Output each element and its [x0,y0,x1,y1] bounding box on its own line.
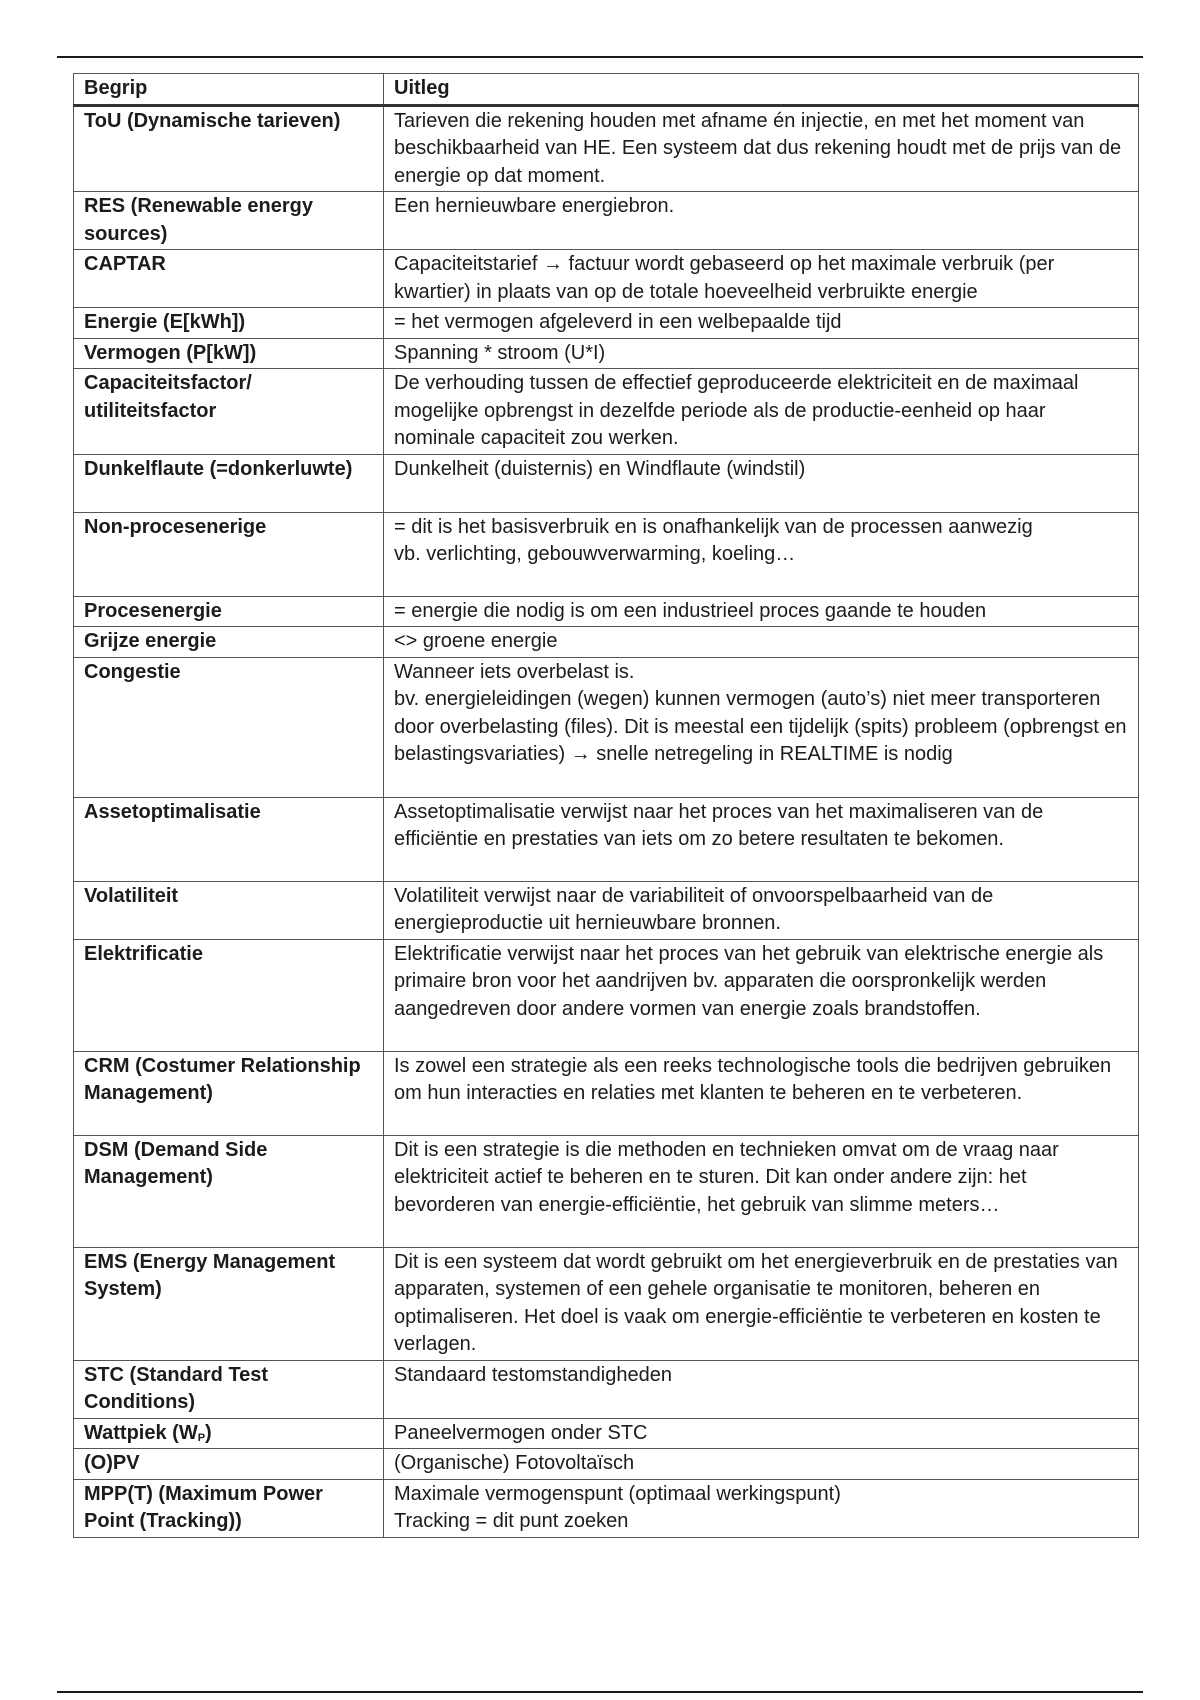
table-row [74,1418,1139,1449]
term-cell: Elektrificatie [74,939,384,1051]
explanation-cell: = dit is het basisverbruik en is onafhankelijk van de processen aanwezig vb. verlichting, gebouwverwarming, koeling… [384,512,1139,596]
table-row [74,939,1139,1051]
term-cell: Procesenergie [74,596,384,627]
explanation-cell: Dunkelheit (duisternis) en Windflaute (windstil) [384,454,1139,512]
explanation-cell: De verhouding tussen de effectief geproduceerde elektriciteit en de maximaal mogelijke opbrengst in dezelfde periode als de productie-eenheid op haar nominale capaciteit zou werken. [384,369,1139,455]
table-row [74,308,1139,339]
term-cell: Capaciteitsfactor/ utiliteitsfactor [74,369,384,455]
explanation-cell: Spanning * stroom (U*I) [384,338,1139,369]
table-row [74,192,1139,250]
explanation-cell: Standaard testomstandigheden [384,1360,1139,1418]
term-text-end: ) [205,1421,212,1444]
term-cell: Volatiliteit [74,881,384,939]
table-row [74,657,1139,797]
explanation-cell: Wanneer iets overbelast is. bv. energieleidingen (wegen) kunnen vermogen (auto’s) niet meer transporteren door overbelasting (files). Dit is meestal een tijdelijk (spits) probleem (opbrengst en belastingsvariaties) → snelle netregeling in REALTIME is nodig [384,657,1139,797]
term-text: Wattpiek (W [84,1421,198,1444]
explanation-cell: (Organische) Fotovoltaïsch [384,1449,1139,1480]
table-row [74,250,1139,308]
term-cell [74,1418,384,1449]
column-header-term: Begrip [74,74,384,106]
table-header-row [74,74,1139,106]
glossary-table [73,73,1139,1538]
table-row [74,1479,1139,1537]
table-row [74,627,1139,658]
table-row [74,1135,1139,1247]
explanation-cell: Maximale vermogenspunt (optimaal werkingspunt) Tracking = dit punt zoeken [384,1479,1139,1537]
term-cell: CRM (Costumer Relationship Management) [74,1051,384,1135]
explanation-cell: Volatiliteit verwijst naar de variabiliteit of onvoorspelbaarheid van de energieproductie uit hernieuwbare bronnen. [384,881,1139,939]
term-cell: Assetoptimalisatie [74,797,384,881]
term-cell: Non-procesenerige [74,512,384,596]
explanation-cell: Assetoptimalisatie verwijst naar het proces van het maximaliseren van de efficiëntie en prestaties van iets om zo betere resultaten te bekomen. [384,797,1139,881]
explanation-cell: <> groene energie [384,627,1139,658]
table-row [74,596,1139,627]
term-cell: EMS (Energy Management System) [74,1247,384,1360]
explanation-cell: Is zowel een strategie als een reeks technologische tools die bedrijven gebruiken om hun interacties en relaties met klanten te beheren en te verbeteren. [384,1051,1139,1135]
term-cell: RES (Renewable energy sources) [74,192,384,250]
table-row [74,369,1139,455]
explanation-cell: Capaciteitstarief → factuur wordt gebaseerd op het maximale verbruik (per kwartier) in plaats van op de totale hoeveelheid verbruikte energie [384,250,1139,308]
table-row [74,797,1139,881]
table-row [74,1449,1139,1480]
table-row [74,1051,1139,1135]
explanation-cell: Dit is een strategie is die methoden en technieken omvat om de vraag naar elektriciteit actief te beheren en te sturen. Dit kan onder andere zijn: het bevorderen van energie-efficiëntie, het gebruik van slimme meters… [384,1135,1139,1247]
table-row [74,512,1139,596]
term-subscript: P [197,1431,206,1444]
term-cell: STC (Standard Test Conditions) [74,1360,384,1418]
table-row [74,881,1139,939]
explanation-cell: Elektrificatie verwijst naar het proces van het gebruik van elektrische energie als primaire bron voor het aandrijven bv. apparaten die oorspronkelijk werden aangedreven door andere vormen van energie zoals brandstoffen. [384,939,1139,1051]
term-cell: MPP(T) (Maximum Power Point (Tracking)) [74,1479,384,1537]
table-row [74,105,1139,192]
term-cell: Energie (E[kWh]) [74,308,384,339]
column-header-explanation: Uitleg [384,74,1139,106]
table-row [74,1360,1139,1418]
explanation-cell: Paneelvermogen onder STC [384,1418,1139,1449]
explanation-cell: = het vermogen afgeleverd in een welbepaalde tijd [384,308,1139,339]
footer-rule [57,1691,1143,1693]
table-row [74,1247,1139,1360]
term-cell: (O)PV [74,1449,384,1480]
explanation-cell: Dit is een systeem dat wordt gebruikt om het energieverbruik en de prestaties van apparaten, systemen of een gehele organisatie te monitoren, beheren en optimaliseren. Het doel is vaak om energie-efficiëntie te verbeteren en kosten te verlagen. [384,1247,1139,1360]
term-cell: CAPTAR [74,250,384,308]
term-cell: Grijze energie [74,627,384,658]
explanation-cell: = energie die nodig is om een industrieel proces gaande te houden [384,596,1139,627]
table-row [74,338,1139,369]
term-cell: ToU (Dynamische tarieven) [74,105,384,192]
explanation-cell: Een hernieuwbare energiebron. [384,192,1139,250]
term-cell: DSM (Demand Side Management) [74,1135,384,1247]
header-rule [57,56,1143,58]
table-row [74,454,1139,512]
term-cell: Dunkelflaute (=donkerluwte) [74,454,384,512]
term-cell: Congestie [74,657,384,797]
term-cell: Vermogen (P[kW]) [74,338,384,369]
explanation-cell: Tarieven die rekening houden met afname én injectie, en met het moment van beschikbaarheid van HE. Een systeem dat dus rekening houdt met de prijs van de energie op dat moment. [384,105,1139,192]
